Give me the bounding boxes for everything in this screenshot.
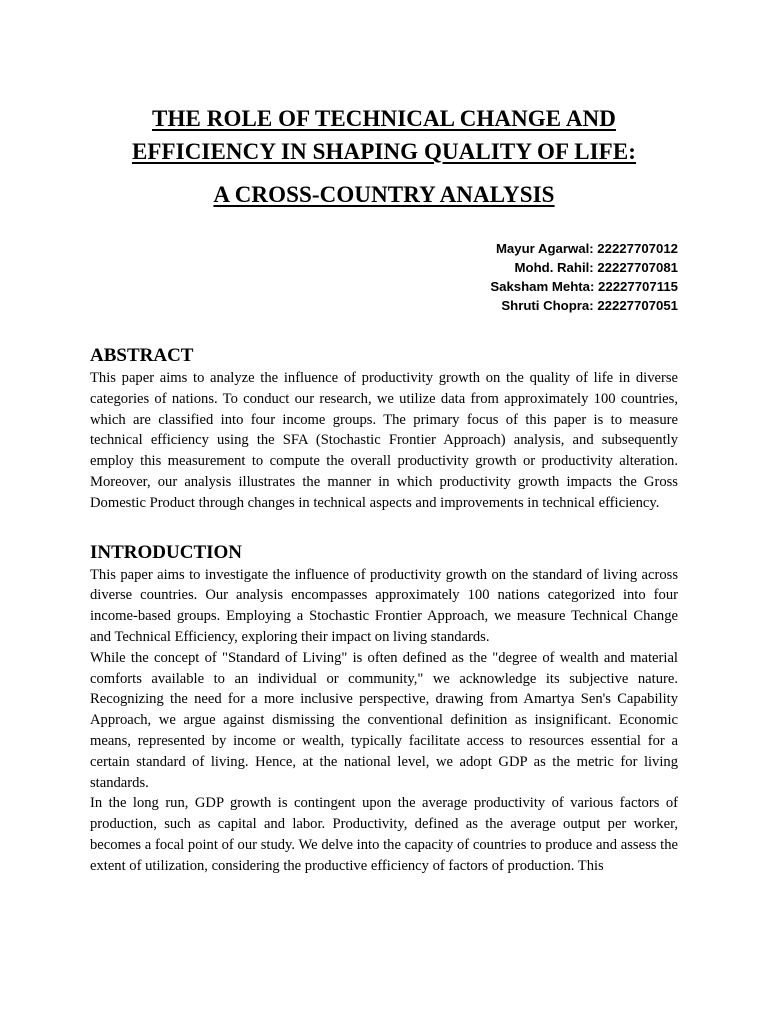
- author-entry: Saksham Mehta: 22227707115: [490, 279, 678, 294]
- author-entry: Shruti Chopra: 22227707051: [501, 298, 678, 313]
- title-line-1: THE ROLE OF TECHNICAL CHANGE AND: [152, 106, 616, 131]
- abstract-text: This paper aims to analyze the influence of productivity growth on the quality of life in diverse categories of nations. To conduct our research, we utilize data from approximately 100 countries, which are classified into four income groups. The primary focus of this paper is to measure technical efficiency using the SFA (Stochastic Frontier Approach) analysis, and subsequently employ this measurement to compute the overall productivity growth or productivity alteration. Moreover, our analysis illustrates the manner in which productivity growth impacts the Gross Domestic Product through changes in technical aspects and improvements in technical efficiency.: [90, 370, 678, 511]
- introduction-heading: INTRODUCTION: [90, 541, 243, 563]
- author-entry: Mayur Agarwal: 22227707012: [495, 241, 678, 256]
- introduction-paragraph-1: This paper aims to investigate the influence of productivity growth on the standard of living across diverse countries. Our analysis encompasses approximately 100 nations categorized into four income-based groups. Employing a Stochastic Frontier Approach, we measure Technical Change and Technical Efficiency, exploring their impact on living standards.: [90, 566, 678, 645]
- abstract-heading: ABSTRACT: [90, 345, 194, 366]
- paper-title: [90, 0, 678, 211]
- title-line-2: EFFICIENCY IN SHAPING QUALITY OF LIFE:: [131, 139, 637, 164]
- author-entry: Mohd. Rahil: 22227707081: [514, 260, 678, 275]
- title-line-3: A CROSS-COUNTRY ANALYSIS: [213, 182, 555, 207]
- introduction-paragraph-2: While the concept of "Standard of Living" is often defined as the "degree of wealth and material comforts available to an individual or community," we acknowledge its subjective nature. Recognizing the need for a more inclusive perspective, drawing from Amartya Sen's Capability Approach, we argue against dismissing the conventional definition as insignificant. Economic means, represented by income or wealth, typically facilitate access to resources essential for a certain standard of living. Hence, at the national level, we adopt GDP as the metric for living standards.: [90, 649, 678, 791]
- author-list: [90, 239, 678, 315]
- introduction-paragraph-3: In the long run, GDP growth is contingent upon the average productivity of various factors of production, such as capital and labor. Productivity, defined as the average output per worker, becomes a focal point of our study. We delve into the capacity of countries to produce and assess the extent of utilization, considering the productive efficiency of factors of production. This: [90, 795, 678, 874]
